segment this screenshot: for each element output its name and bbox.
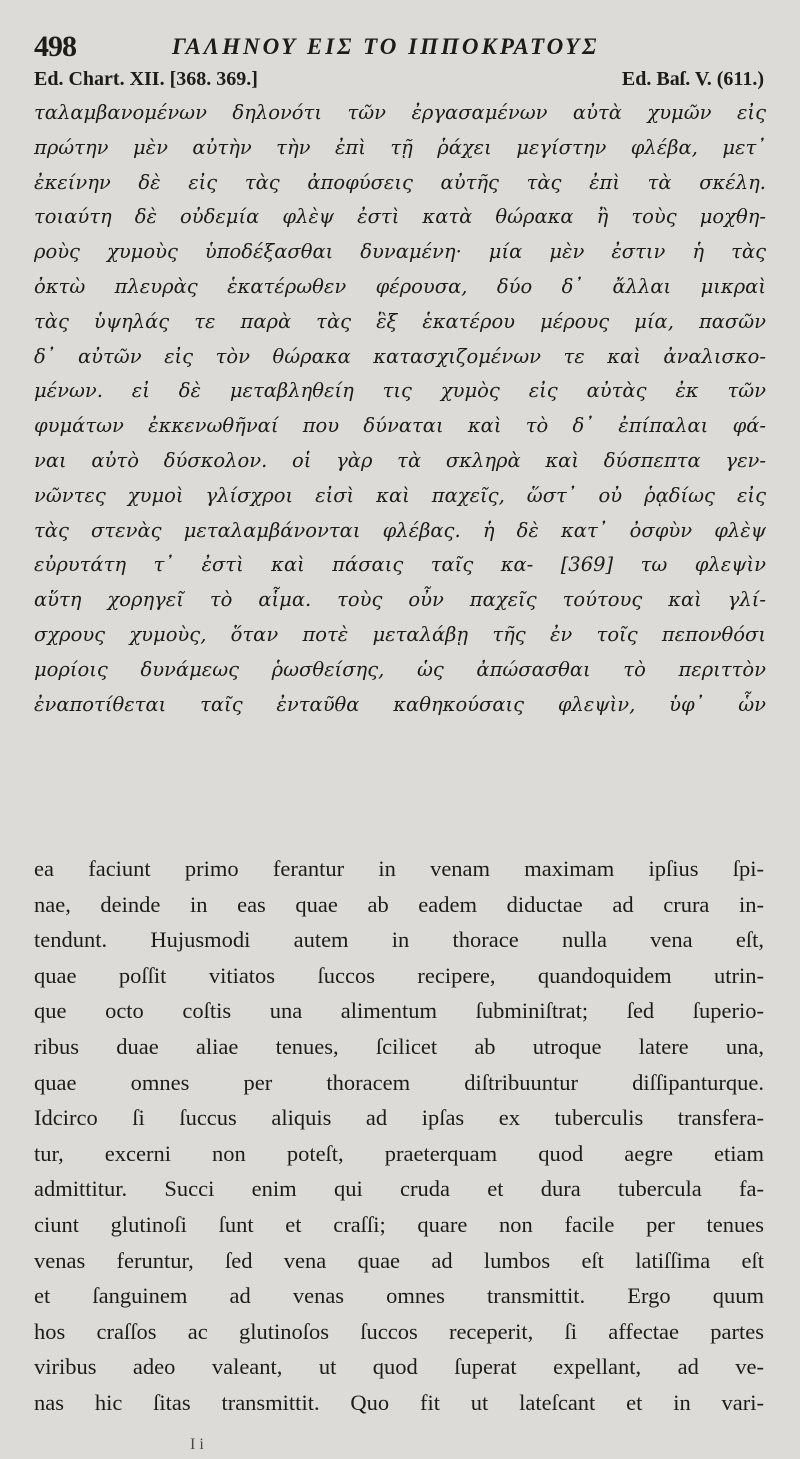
latin-text-block: [34, 851, 764, 1421]
greek-text-line: νῶντες χυμοὶ γλίσχροι εἰσὶ καὶ παχεῖς, ὥστ᾽ οὐ ῥᾳδίως εἰς: [34, 483, 766, 507]
greek-text-line: ναι αὐτὸ δύσκολον. οἱ γὰρ τὰ σκληρὰ καὶ δύσπεπτα γεν-: [34, 448, 766, 472]
latin-text-line: admittitur. Succi enim qui cruda et dura tubercula fa-: [34, 1176, 764, 1202]
latin-text-line: quae poſſit vitiatos ſuccos recipere, quandoquidem utrin-: [34, 962, 764, 988]
greek-text-line: τὰς ὑψηλάς τε παρὰ τὰς ἓξ ἑκατέρου μέρους μία, πασῶν: [34, 309, 766, 333]
edition-chartier-reference: Ed. Chart. XII. [368. 369.]: [34, 68, 258, 90]
latin-text-line: quae omnes per thoracem diſtribuuntur diſſipanturque.: [34, 1069, 764, 1095]
latin-text-line: nas hic ſitas transmittit. Quo fit ut lateſcant et in vari-: [34, 1389, 764, 1415]
greek-text-line: φυμάτων ἐκκενωθῆναί που δύναται καὶ τὸ δ᾽ ἐπίπαλαι φά-: [34, 414, 766, 438]
greek-text-line: τὰς στενὰς μεταλαμβάνονται φλέβας. ἡ δὲ κατ᾽ ὀσφὺν φλὲψ: [34, 518, 766, 542]
greek-text-line: τοιαύτη δὲ οὐδεμία φλὲψ ἐστὶ κατὰ θώρακα ἢ τοὺς μοχθη-: [34, 205, 766, 229]
greek-text-line: μένων. εἰ δὲ μεταβληθείη τις χυμὸς εἰς αὐτὰς ἐκ τῶν: [34, 379, 766, 403]
latin-text-line: ribus duae aliae tenues, ſcilicet ab utroque latere una,: [34, 1033, 764, 1059]
greek-text-line: ταλαμβανομένων δηλονότι τῶν ἐργασαμένων αὐτὰ χυμῶν εἰς: [34, 101, 766, 124]
greek-text-line: σχρους χυμοὺς, ὅταν ποτὲ μεταλάβῃ τῆς ἐν τοῖς πεπονθόσι: [34, 622, 766, 646]
running-title: ΓΑΛΗΝΟΥ ΕΙΣ ΤΟ ΙΠΠΟΚΡΑΤΟΥΣ: [172, 34, 600, 59]
latin-text-line: tendunt. Hujusmodi autem in thorace nulla vena eſt,: [34, 927, 764, 953]
latin-text-line: Idcirco ſi ſuccus aliquis ad ipſas ex tuberculis transfera-: [34, 1105, 764, 1131]
latin-text-line: ciunt glutinoſi ſunt et craſſi; quare non facile per tenues: [34, 1211, 764, 1237]
greek-text-line: εὐρυτάτη τ᾽ ἐστὶ καὶ πάσαις ταῖς κα- [369] τω φλεψὶν: [34, 553, 766, 577]
greek-text-line: δ᾽ αὐτῶν εἰς τὸν θώρακα κατασχιζομένων τε καὶ ἀναλισκο-: [34, 344, 766, 368]
greek-text-line: ροὺς χυμοὺς ὑποδέξασθαι δυναμένη· μία μὲν ἐστιν ἡ τὰς: [34, 240, 766, 264]
page-header: [34, 28, 774, 64]
greek-text-line: αὕτη χορηγεῖ τὸ αἷμα. τοὺς οὖν παχεῖς τούτους καὶ γλί-: [34, 588, 766, 612]
printer-signature-mark: I i: [190, 1436, 204, 1453]
latin-text-line: nae, deinde in eas quae ab eadem diductae ad crura in-: [34, 891, 764, 917]
page-number: 498: [34, 30, 76, 63]
greek-text-line: ἐναποτίθεται ταῖς ἐνταῦθα καθηκούσαις φλεψὶν, ὑφ᾽ ὧν: [34, 692, 766, 716]
latin-text-line: hos craſſos ac glutinoſos ſuccos receperit, ſi affectae partes: [34, 1318, 764, 1344]
greek-text-line: ὀκτὼ πλευρὰς ἑκατέρωθεν φέρουσα, δύο δ᾽ ἄλλαι μικραὶ: [34, 274, 766, 298]
greek-text-line: ἐκείνην δὲ εἰς τὰς ἀποφύσεις αὐτῆς τὰς ἐπὶ τὰ σκέλη.: [34, 170, 766, 194]
greek-text-block: [34, 96, 766, 722]
greek-text-line: πρώτην μὲν αὐτὴν τὴν ἐπὶ τῇ ῥάχει μεγίστην φλέβα, μετ᾽: [34, 135, 766, 159]
latin-text-line: viribus adeo valeant, ut quod ſuperat expellant, ad ve-: [34, 1354, 764, 1380]
edition-reference-line: [34, 68, 774, 96]
latin-text-line: et ſanguinem ad venas omnes transmittit. Ergo quum: [34, 1283, 764, 1309]
latin-text-line: tur, excerni non poteſt, praeterquam quod aegre etiam: [34, 1140, 764, 1166]
latin-text-line: venas feruntur, ſed vena quae ad lumbos eſt latiſſima eſt: [34, 1247, 764, 1273]
edition-basel-reference: Ed. Baſ. V. (611.): [621, 68, 764, 90]
greek-text-line: μορίοις δυνάμεως ῥωσθείσης, ὡς ἀπώσασθαι τὸ περιττὸν: [34, 657, 766, 681]
latin-text-line: que octo coſtis una alimentum ſubminiſtrat; ſed ſuperio-: [34, 998, 764, 1024]
latin-text-line: ea faciunt primo ferantur in venam maximam ipſius ſpi-: [34, 856, 764, 881]
